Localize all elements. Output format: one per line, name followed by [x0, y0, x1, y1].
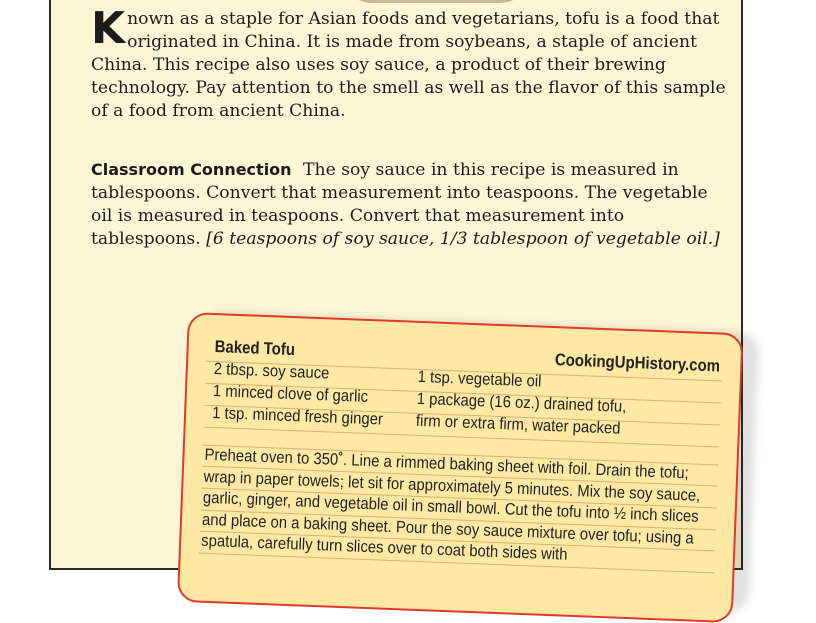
classroom-connection-heading: Classroom Connection [91, 160, 292, 179]
classroom-connection-text: The soy sauce in this recipe is measured in tablespoons. Convert that measurement into teaspoons. The vegetable oil is measured in teaspoons. Convert that measurement into tablespoons. [91, 160, 708, 249]
ingredient-item: firm or extra firm, water packed [415, 411, 621, 438]
recipe-title: Baked Tofu [214, 337, 296, 360]
intro-text: nown as a staple for Asian foods and vegetarians, tofu is a food that originated in China. It is made from soybeans, a staple of ancient China. This recipe also uses soy sauce, a product of their brewing technology. Pay attention to the smell as well as the flavor of this sample of a food from ancient China. [91, 9, 726, 121]
recipe-card [177, 312, 744, 623]
ingredient-item: 1 tsp. vegetable oil [417, 367, 542, 391]
recipe-instructions: Preheat oven to 350˚. Line a rimmed baking sheet with foil. Drain the tofu; wrap in paper towels; let sit for approximately 5 minutes. Mix the soy sauce, garlic, ginger, and vegetable oil in small bowl. Cut the tofu into ½ inch slices and place on a baking sheet. Pour the soy sauce mixture over tofu; using a spatula, carefully turn slices over to coat both sides with [200, 445, 701, 565]
ingredient-item: 1 minced clove of garlic [212, 382, 369, 406]
plate-image-edge [341, 0, 531, 3]
classroom-connection [91, 158, 731, 251]
drop-cap: K [91, 3, 126, 54]
ingredient-item: 2 tbsp. soy sauce [213, 360, 330, 383]
ingredient-item: 1 package (16 oz.) drained tofu, [416, 389, 627, 416]
intro-paragraph [91, 3, 731, 123]
recipe-website: CookingUpHistory.com [554, 350, 721, 376]
classroom-connection-answer: [6 teaspoons of soy sauce, 1/3 tablespoon of vegetable oil.] [206, 229, 720, 249]
ingredient-item: 1 tsp. minced fresh ginger [211, 404, 384, 429]
